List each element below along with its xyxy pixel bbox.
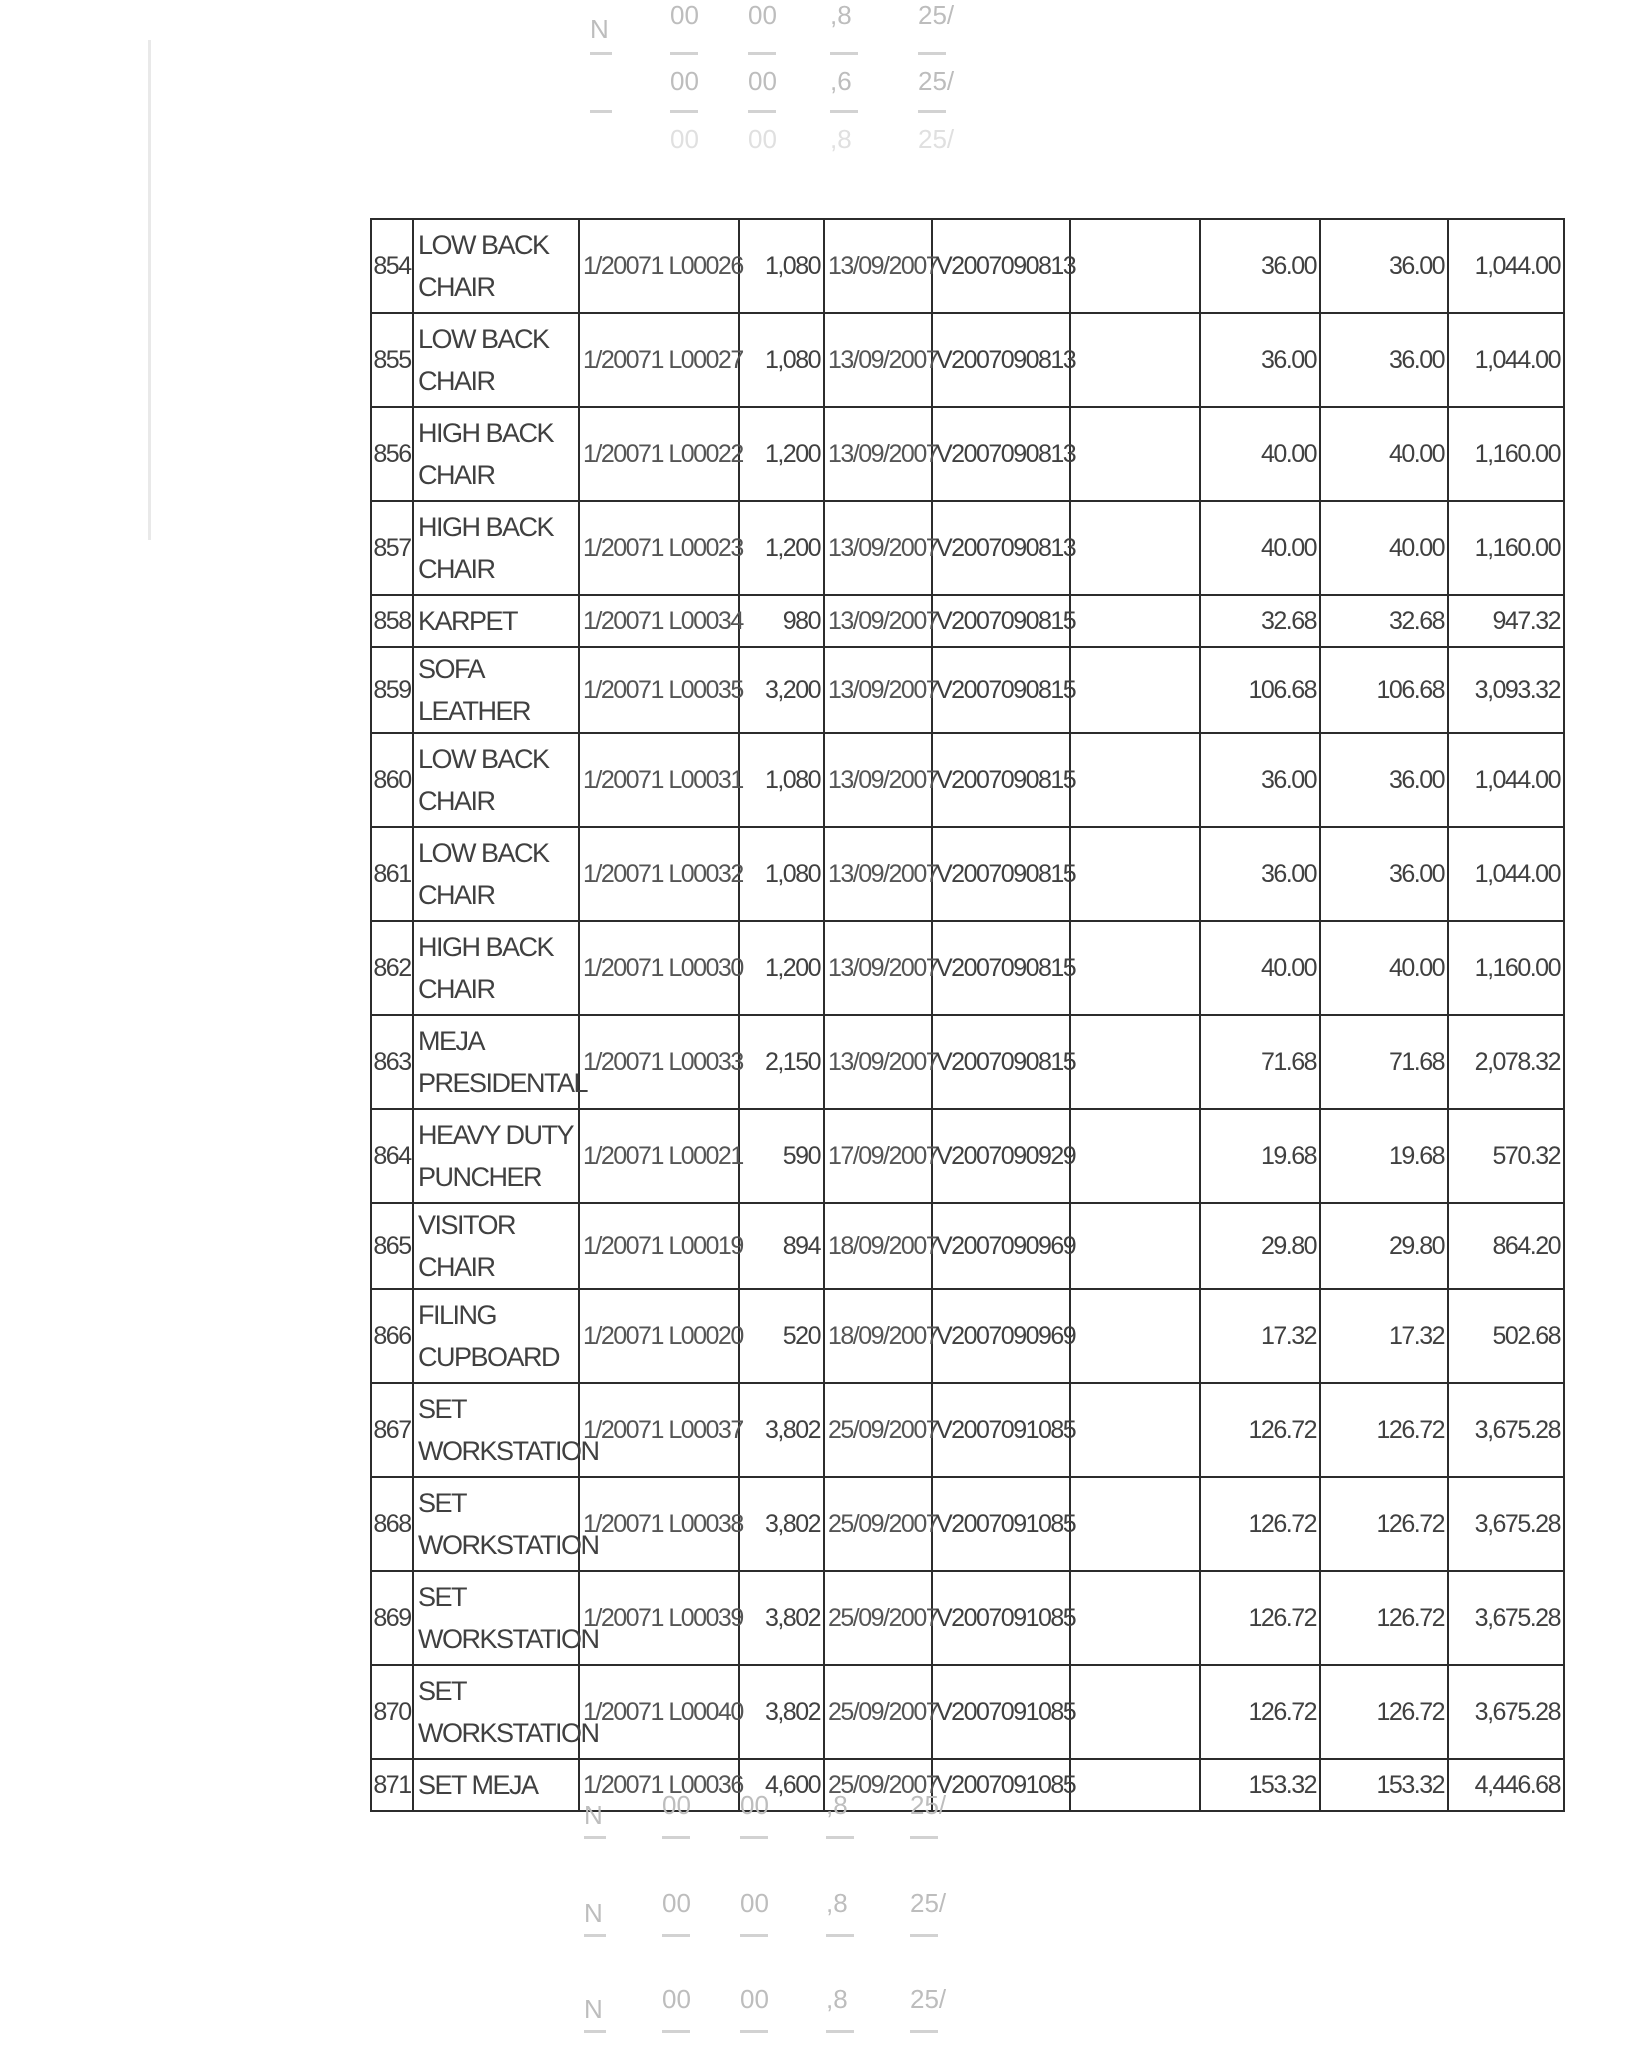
depreciation-amount: 126.72 [1200,1383,1320,1477]
ghost-rule [910,2030,938,2033]
ghost-rule [584,2030,606,2033]
ghost-text: 25/ [918,66,955,96]
item-description: FILING CUPBOARD [413,1289,579,1383]
ghost-text: ,6 [830,66,852,96]
purchase-date: 25/09/2007 [824,1759,932,1811]
ghost-rule [748,52,776,55]
purchase-date: 13/09/2007 [824,921,932,1015]
ghost-rule [662,1934,690,1937]
accumulated-depreciation: 17.32 [1320,1289,1448,1383]
ghost-rule [740,1836,768,1839]
cost-amount: 1,200 [739,921,824,1015]
ghost-rule [584,1836,606,1839]
ghost-rule [910,1836,938,1839]
net-book-value: 1,044.00 [1448,827,1564,921]
ghost-text: ,8 [830,124,852,154]
asset-reference: 1/20071 L00034 [579,595,739,647]
purchase-date: 25/09/2007 [824,1665,932,1759]
item-description: SET WORKSTATION [413,1383,579,1477]
item-description: KARPET [413,595,579,647]
purchase-date: 18/09/2007 [824,1289,932,1383]
ghost-rule [670,110,698,113]
row-number: 863 [371,1015,413,1109]
row-number: 868 [371,1477,413,1571]
ghost-rule [826,1934,854,1937]
voucher-number: V2007091085 [932,1383,1070,1477]
ghost-rule [590,52,612,55]
voucher-number: V2007090813 [932,219,1070,313]
voucher-number: V2007090813 [932,407,1070,501]
row-number: 860 [371,733,413,827]
accumulated-depreciation: 36.00 [1320,313,1448,407]
asset-ledger-table [370,218,1565,1812]
ghost-rule [830,52,858,55]
depreciation-amount: 36.00 [1200,313,1320,407]
purchase-date: 13/09/2007 [824,501,932,595]
purchase-date: 13/09/2007 [824,1015,932,1109]
purchase-date: 13/09/2007 [824,647,932,733]
item-description: SET WORKSTATION [413,1665,579,1759]
remarks [1070,733,1200,827]
asset-reference: 1/20071 L00032 [579,827,739,921]
item-description: SET MEJA [413,1759,579,1811]
ghost-text: 00 [748,124,777,154]
ghost-text: ,8 [826,1790,848,1820]
purchase-date: 18/09/2007 [824,1203,932,1289]
depreciation-amount: 126.72 [1200,1571,1320,1665]
accumulated-depreciation: 32.68 [1320,595,1448,647]
ghost-text: N [590,14,609,44]
asset-reference: 1/20071 L00035 [579,647,739,733]
voucher-number: V2007091085 [932,1571,1070,1665]
table-row [371,647,1564,733]
table-row [371,1571,1564,1665]
ghost-rule [670,52,698,55]
table-row [371,313,1564,407]
purchase-date: 13/09/2007 [824,407,932,501]
item-description: SET WORKSTATION [413,1571,579,1665]
purchase-date: 25/09/2007 [824,1383,932,1477]
accumulated-depreciation: 106.68 [1320,647,1448,733]
ghost-rule [830,110,858,113]
asset-reference: 1/20071 L00022 [579,407,739,501]
remarks [1070,1477,1200,1571]
purchase-date: 25/09/2007 [824,1477,932,1571]
ghost-text: ,8 [826,1888,848,1918]
net-book-value: 1,160.00 [1448,921,1564,1015]
purchase-date: 17/09/2007 [824,1109,932,1203]
ghost-text: 25/ [910,1888,947,1918]
accumulated-depreciation: 40.00 [1320,921,1448,1015]
ghost-text: 00 [670,66,699,96]
purchase-date: 25/09/2007 [824,1571,932,1665]
net-book-value: 1,160.00 [1448,501,1564,595]
accumulated-depreciation: 19.68 [1320,1109,1448,1203]
asset-reference: 1/20071 L00020 [579,1289,739,1383]
ghost-rule [826,1836,854,1839]
ghost-text: 00 [740,1790,769,1820]
depreciation-amount: 126.72 [1200,1477,1320,1571]
scan-edge-shadow [148,40,151,540]
item-description: LOW BACK CHAIR [413,219,579,313]
asset-reference: 1/20071 L00031 [579,733,739,827]
table-row [371,1383,1564,1477]
item-description: HIGH BACK CHAIR [413,921,579,1015]
net-book-value: 3,675.28 [1448,1477,1564,1571]
asset-reference: 1/20071 L00030 [579,921,739,1015]
net-book-value: 570.32 [1448,1109,1564,1203]
table-row [371,1015,1564,1109]
accumulated-depreciation: 153.32 [1320,1759,1448,1811]
ghost-rule [662,2030,690,2033]
row-number: 870 [371,1665,413,1759]
cost-amount: 1,080 [739,827,824,921]
asset-reference: 1/20071 L00019 [579,1203,739,1289]
item-description: HEAVY DUTY PUNCHER [413,1109,579,1203]
voucher-number: V2007090815 [932,733,1070,827]
ghost-text: 25/ [910,1790,947,1820]
voucher-number: V2007090969 [932,1203,1070,1289]
ghost-text: 00 [748,66,777,96]
voucher-number: V2007090969 [932,1289,1070,1383]
cost-amount: 3,802 [739,1477,824,1571]
voucher-number: V2007090815 [932,921,1070,1015]
net-book-value: 4,446.68 [1448,1759,1564,1811]
row-number: 855 [371,313,413,407]
ghost-text: 25/ [918,124,955,154]
item-description: HIGH BACK CHAIR [413,407,579,501]
item-description: SET WORKSTATION [413,1477,579,1571]
voucher-number: V2007090815 [932,1015,1070,1109]
cost-amount: 1,200 [739,407,824,501]
voucher-number: V2007090813 [932,501,1070,595]
accumulated-depreciation: 36.00 [1320,219,1448,313]
item-description: LOW BACK CHAIR [413,733,579,827]
asset-reference: 1/20071 L00033 [579,1015,739,1109]
cost-amount: 2,150 [739,1015,824,1109]
cost-amount: 590 [739,1109,824,1203]
ghost-text: 00 [748,0,777,30]
asset-reference: 1/20071 L00026 [579,219,739,313]
depreciation-amount: 36.00 [1200,219,1320,313]
depreciation-amount: 40.00 [1200,921,1320,1015]
depreciation-amount: 29.80 [1200,1203,1320,1289]
remarks [1070,827,1200,921]
ghost-rule [740,2030,768,2033]
net-book-value: 3,675.28 [1448,1383,1564,1477]
cost-amount: 1,080 [739,733,824,827]
remarks [1070,313,1200,407]
remarks [1070,1015,1200,1109]
row-number: 869 [371,1571,413,1665]
ghost-rule [584,1934,606,1937]
net-book-value: 864.20 [1448,1203,1564,1289]
asset-reference: 1/20071 L00039 [579,1571,739,1665]
accumulated-depreciation: 36.00 [1320,827,1448,921]
net-book-value: 3,675.28 [1448,1571,1564,1665]
table-row [371,501,1564,595]
cost-amount: 3,802 [739,1571,824,1665]
depreciation-amount: 126.72 [1200,1665,1320,1759]
remarks [1070,501,1200,595]
row-number: 856 [371,407,413,501]
remarks [1070,1383,1200,1477]
ghost-text: 00 [662,1984,691,2014]
ghost-text: 00 [662,1888,691,1918]
ghost-rule [590,110,612,113]
net-book-value: 947.32 [1448,595,1564,647]
table-row [371,1203,1564,1289]
row-number: 871 [371,1759,413,1811]
asset-reference: 1/20071 L00038 [579,1477,739,1571]
net-book-value: 3,093.32 [1448,647,1564,733]
depreciation-amount: 17.32 [1200,1289,1320,1383]
asset-reference: 1/20071 L00037 [579,1383,739,1477]
row-number: 858 [371,595,413,647]
accumulated-depreciation: 126.72 [1320,1665,1448,1759]
depreciation-amount: 106.68 [1200,647,1320,733]
voucher-number: V2007090815 [932,647,1070,733]
cost-amount: 1,080 [739,219,824,313]
voucher-number: V2007090815 [932,827,1070,921]
remarks [1070,921,1200,1015]
ghost-rule [740,1934,768,1937]
depreciation-amount: 40.00 [1200,501,1320,595]
row-number: 859 [371,647,413,733]
ghost-text: ,8 [826,1984,848,2014]
ghost-text: 00 [670,124,699,154]
purchase-date: 13/09/2007 [824,313,932,407]
cost-amount: 894 [739,1203,824,1289]
purchase-date: 13/09/2007 [824,827,932,921]
net-book-value: 1,044.00 [1448,219,1564,313]
item-description: VISITOR CHAIR [413,1203,579,1289]
row-number: 864 [371,1109,413,1203]
accumulated-depreciation: 40.00 [1320,407,1448,501]
cost-amount: 1,200 [739,501,824,595]
ghost-text: 25/ [918,0,955,30]
cost-amount: 520 [739,1289,824,1383]
item-description: LOW BACK CHAIR [413,827,579,921]
remarks [1070,1289,1200,1383]
table-row [371,595,1564,647]
depreciation-amount: 36.00 [1200,733,1320,827]
row-number: 861 [371,827,413,921]
voucher-number: V2007090815 [932,595,1070,647]
net-book-value: 1,044.00 [1448,313,1564,407]
table-row [371,1109,1564,1203]
ghost-rule [918,110,946,113]
ghost-rule [918,52,946,55]
ghost-text: 25/ [910,1984,947,2014]
ghost-text: N [584,1800,603,1830]
net-book-value: 1,160.00 [1448,407,1564,501]
cost-amount: 980 [739,595,824,647]
cost-amount: 3,802 [739,1383,824,1477]
ghost-text: 00 [740,1984,769,2014]
net-book-value: 2,078.32 [1448,1015,1564,1109]
accumulated-depreciation: 36.00 [1320,733,1448,827]
purchase-date: 13/09/2007 [824,595,932,647]
remarks [1070,1203,1200,1289]
net-book-value: 3,675.28 [1448,1665,1564,1759]
cost-amount: 3,802 [739,1665,824,1759]
table-row [371,1665,1564,1759]
ghost-text: N [584,1898,603,1928]
table-row [371,1477,1564,1571]
accumulated-depreciation: 40.00 [1320,501,1448,595]
remarks [1070,647,1200,733]
table-row [371,1289,1564,1383]
ghost-rule [662,1836,690,1839]
remarks [1070,1109,1200,1203]
voucher-number: V2007090929 [932,1109,1070,1203]
remarks [1070,219,1200,313]
accumulated-depreciation: 126.72 [1320,1477,1448,1571]
depreciation-amount: 71.68 [1200,1015,1320,1109]
table-row [371,921,1564,1015]
asset-reference: 1/20071 L00040 [579,1665,739,1759]
item-description: SOFA LEATHER [413,647,579,733]
remarks [1070,1571,1200,1665]
row-number: 862 [371,921,413,1015]
cost-amount: 1,080 [739,313,824,407]
item-description: LOW BACK CHAIR [413,313,579,407]
accumulated-depreciation: 29.80 [1320,1203,1448,1289]
voucher-number: V2007091085 [932,1477,1070,1571]
ghost-rule [910,1934,938,1937]
accumulated-depreciation: 126.72 [1320,1571,1448,1665]
asset-reference: 1/20071 L00023 [579,501,739,595]
purchase-date: 13/09/2007 [824,733,932,827]
ledger-body [371,219,1564,1811]
row-number: 854 [371,219,413,313]
net-book-value: 1,044.00 [1448,733,1564,827]
depreciation-amount: 32.68 [1200,595,1320,647]
purchase-date: 13/09/2007 [824,219,932,313]
table-row [371,407,1564,501]
voucher-number: V2007090813 [932,313,1070,407]
net-book-value: 502.68 [1448,1289,1564,1383]
ghost-text: 00 [662,1790,691,1820]
depreciation-amount: 19.68 [1200,1109,1320,1203]
accumulated-depreciation: 126.72 [1320,1383,1448,1477]
row-number: 865 [371,1203,413,1289]
remarks [1070,595,1200,647]
remarks [1070,1759,1200,1811]
table-row [371,733,1564,827]
ghost-text: 00 [740,1888,769,1918]
ghost-rule [748,110,776,113]
depreciation-amount: 40.00 [1200,407,1320,501]
item-description: MEJA PRESIDENTAL [413,1015,579,1109]
accumulated-depreciation: 71.68 [1320,1015,1448,1109]
row-number: 866 [371,1289,413,1383]
ghost-text: N [584,1994,603,2024]
asset-reference: 1/20071 L00027 [579,313,739,407]
cost-amount: 3,200 [739,647,824,733]
table-row [371,827,1564,921]
voucher-number: V2007091085 [932,1665,1070,1759]
table-row [371,1759,1564,1811]
row-number: 867 [371,1383,413,1477]
remarks [1070,1665,1200,1759]
asset-reference: 1/20071 L00021 [579,1109,739,1203]
ghost-rule [826,2030,854,2033]
ghost-text: 00 [670,0,699,30]
voucher-number: V2007091085 [932,1759,1070,1811]
asset-reference: 1/20071 L00036 [579,1759,739,1811]
row-number: 857 [371,501,413,595]
remarks [1070,407,1200,501]
table-row [371,219,1564,313]
cost-amount: 4,600 [739,1759,824,1811]
depreciation-amount: 36.00 [1200,827,1320,921]
ghost-text: ,8 [830,0,852,30]
item-description: HIGH BACK CHAIR [413,501,579,595]
depreciation-amount: 153.32 [1200,1759,1320,1811]
